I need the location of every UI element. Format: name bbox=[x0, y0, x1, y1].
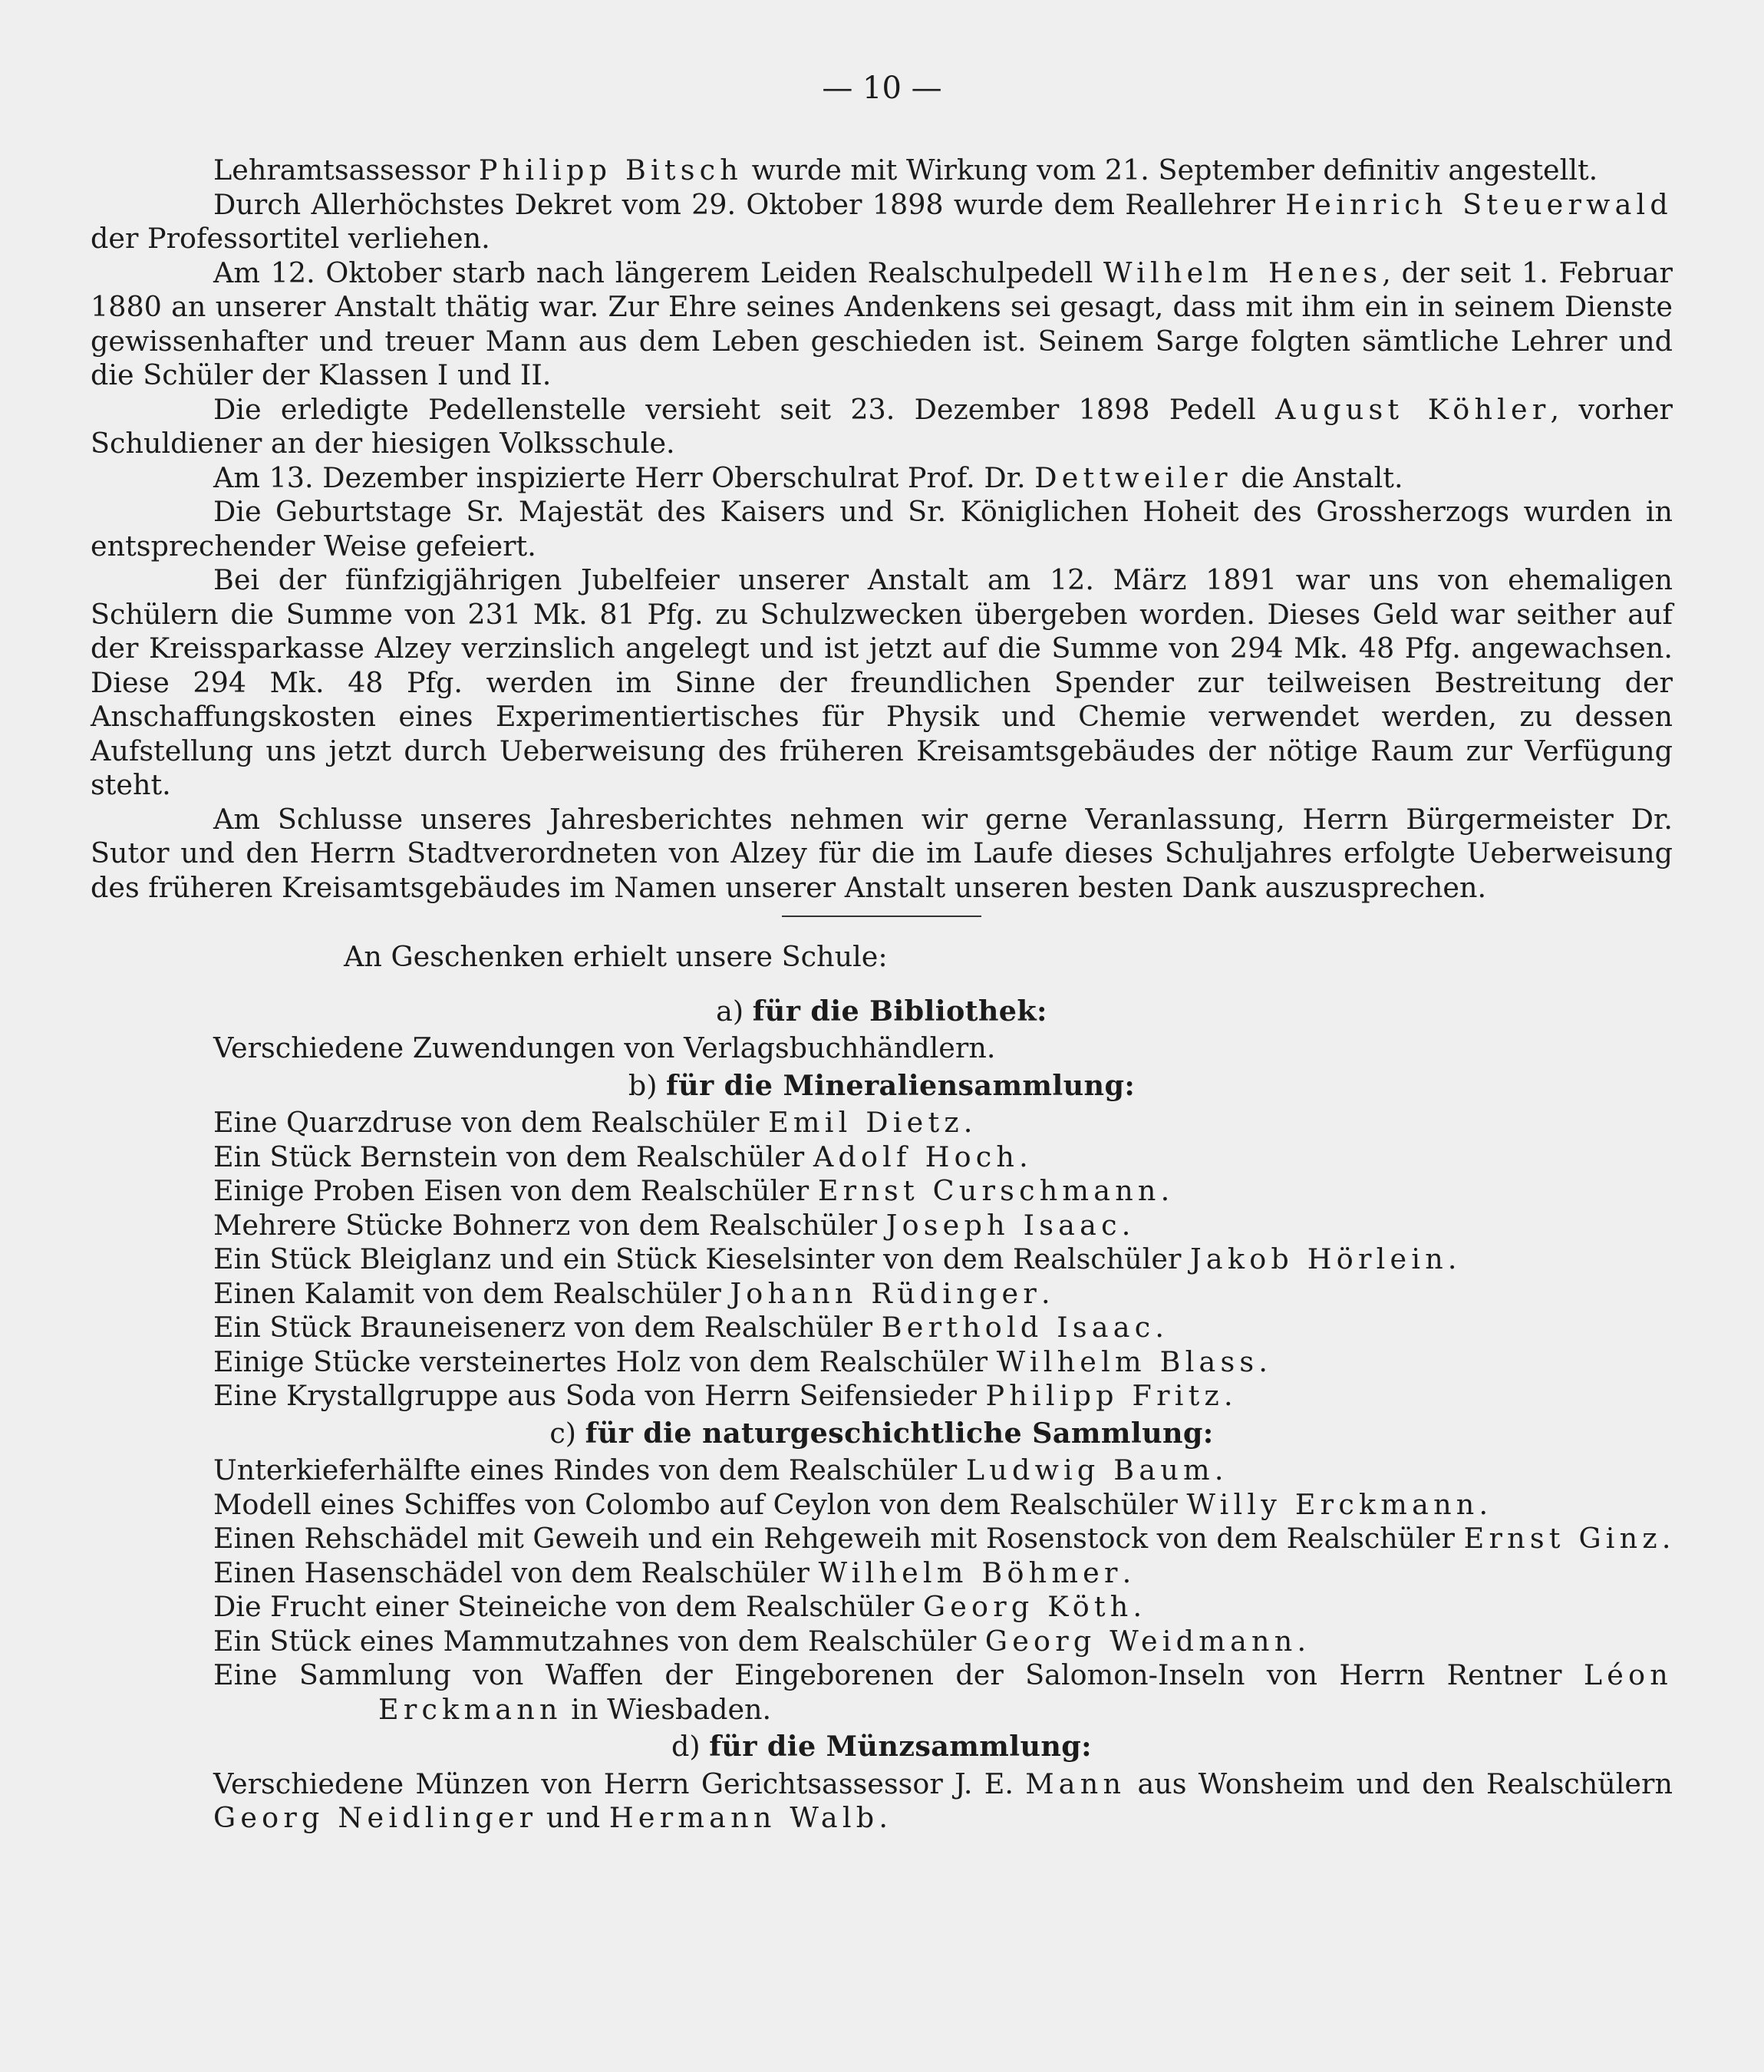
list-item: Einige Stücke versteinertes Holz von dem Realschüler Wilhelm Blass. bbox=[213, 1344, 1268, 1378]
list-item: Eine Quarzdruse von dem Realschüler Emil Dietz. bbox=[213, 1106, 973, 1139]
list-item: Eine Sammlung von Waffen der Eingeborenen der Salomon-Inseln von Herrn Rentner Léon Erckmann in Wiesbaden. bbox=[213, 1658, 1673, 1726]
body-text bbox=[91, 153, 1673, 1836]
paragraph-steuerwald: Durch Allerhöchstes Dekret vom 29. Oktober 1898 wurde dem Reallehrer Heinrich Steuerwald der Professortitel verliehen. bbox=[91, 187, 1673, 255]
list-item: Ein Stück Bernstein von dem Realschüler Adolf Hoch. bbox=[213, 1140, 1028, 1173]
section-divider bbox=[782, 916, 981, 917]
list-item: Einige Proben Eisen von dem Realschüler Ernst Curschmann. bbox=[213, 1174, 1170, 1207]
section-heading-muenzen: d) für die Münzsammlung: bbox=[671, 1730, 1092, 1763]
list-item: Unterkieferhälfte eines Rindes von dem Realschüler Ludwig Baum. bbox=[213, 1453, 1224, 1486]
paragraph-koehler: Die erledigte Pedellenstelle versieht seit 23. Dezember 1898 Pedell August Köhler, vorher Schuldiener an der hiesigen Volksschule. bbox=[91, 392, 1673, 460]
gifts-intro: An Geschenken erhielt unsere Schule: bbox=[344, 940, 888, 973]
paragraph-geburtstage: Die Geburtstage Sr. Majestät des Kaisers und Sr. Königlichen Hoheit des Grossherzogs wurden in entsprechender Weise gefeiert. bbox=[91, 495, 1673, 563]
list-item: Ein Stück Bleiglanz und ein Stück Kieselsinter von dem Realschüler Jakob Hörlein. bbox=[213, 1242, 1457, 1275]
section-heading-bibliothek: a) für die Bibliothek: bbox=[716, 994, 1047, 1028]
list-item: Die Frucht einer Steineiche von dem Realschüler Georg Köth. bbox=[213, 1590, 1142, 1623]
list-item: Einen Rehschädel mit Geweih und ein Rehgeweih mit Rosenstock von dem Realschüler Ernst Ginz. bbox=[213, 1522, 1671, 1555]
list-item: Eine Krystallgruppe aus Soda von Herrn Seifensieder Philipp Fritz. bbox=[213, 1379, 1233, 1412]
list-item: Einen Kalamit von dem Realschüler Johann Rüdinger. bbox=[213, 1276, 1050, 1310]
list-item: Modell eines Schiffes von Colombo auf Ceylon von dem Realschüler Willy Erckmann. bbox=[213, 1487, 1489, 1521]
list-item: Verschiedene Münzen von Herrn Gerichtsassessor J. E. Mann aus Wonsheim und den Realschülern Georg Neidlinger und Hermann Walb. bbox=[213, 1767, 1673, 1834]
page-number: — 10 — bbox=[822, 71, 942, 106]
section-heading-naturgeschichte: c) für die naturgeschichtliche Sammlung: bbox=[549, 1416, 1214, 1450]
list-item: Verschiedene Zuwendungen von Verlagsbuchhändlern. bbox=[213, 1031, 996, 1064]
list-item: Einen Hasenschädel von dem Realschüler Wilhelm Böhmer. bbox=[213, 1556, 1132, 1589]
paragraph-bitsch: Lehramtsassessor Philipp Bitsch wurde mit Wirkung vom 21. September definitiv angestellt. bbox=[213, 153, 1598, 186]
paragraph-dank: Am Schlusse unseres Jahresberichtes nehmen wir gerne Veranlassung, Herrn Bürgermeister Dr. Sutor und den Herrn Stadtverordneten von Alzey für die im Laufe dieses Schuljahres erfolgte Ueberweisung des früheren Kreisamtsgebäudes im Namen unserer Anstalt unseren besten Dank auszusprechen. bbox=[91, 802, 1673, 904]
list-item: Ein Stück eines Mammutzahnes von dem Realschüler Georg Weidmann. bbox=[213, 1624, 1307, 1658]
paragraph-jubelfeier: Bei der fünfzigjährigen Jubelfeier unserer Anstalt am 12. März 1891 war uns von ehemaligen Schülern die Summe von 231 Mk. 81 Pfg. zu Schulzwecken übergeben worden. Dieses Geld war seither auf der Kreissparkasse Alzey verzinslich angelegt und ist jetzt auf die Summe von 294 Mk. 48 Pfg. angewachsen. Diese 294 Mk. 48 Pfg. werden im Sinne der freundlichen Spender zur teilweisen Bestreitung der Anschaffungskosten eines Experimentiertisches für Physik und Chemie verwendet werden, zu dessen Aufstellung uns jetzt durch Ueberweisung des früheren Kreisamtsgebäudes der nötige Raum zur Verfügung steht. bbox=[91, 563, 1673, 801]
paragraph-dettweiler: Am 13. Dezember inspizierte Herr Oberschulrat Prof. Dr. Dettweiler die Anstalt. bbox=[213, 460, 1403, 494]
list-item: Ein Stück Brauneisenerz von dem Realschüler Berthold Isaac. bbox=[213, 1311, 1164, 1344]
paragraph-henes: Am 12. Oktober starb nach längerem Leiden Realschulpedell Wilhelm Henes, der seit 1. Februar 1880 an unserer Anstalt thätig war. Zur Ehre seines Andenkens sei gesagt, dass mit ihm ein in seinem Dienste gewissenhafter und treuer Mann aus dem Leben geschieden ist. Seinem Sarge folgten sämtliche Lehrer und die Schüler der Klassen I und II. bbox=[91, 256, 1673, 391]
section-heading-mineralien: b) für die Mineraliensammlung: bbox=[628, 1068, 1136, 1102]
list-item: Mehrere Stücke Bohnerz von dem Realschüler Joseph Isaac. bbox=[213, 1208, 1131, 1242]
